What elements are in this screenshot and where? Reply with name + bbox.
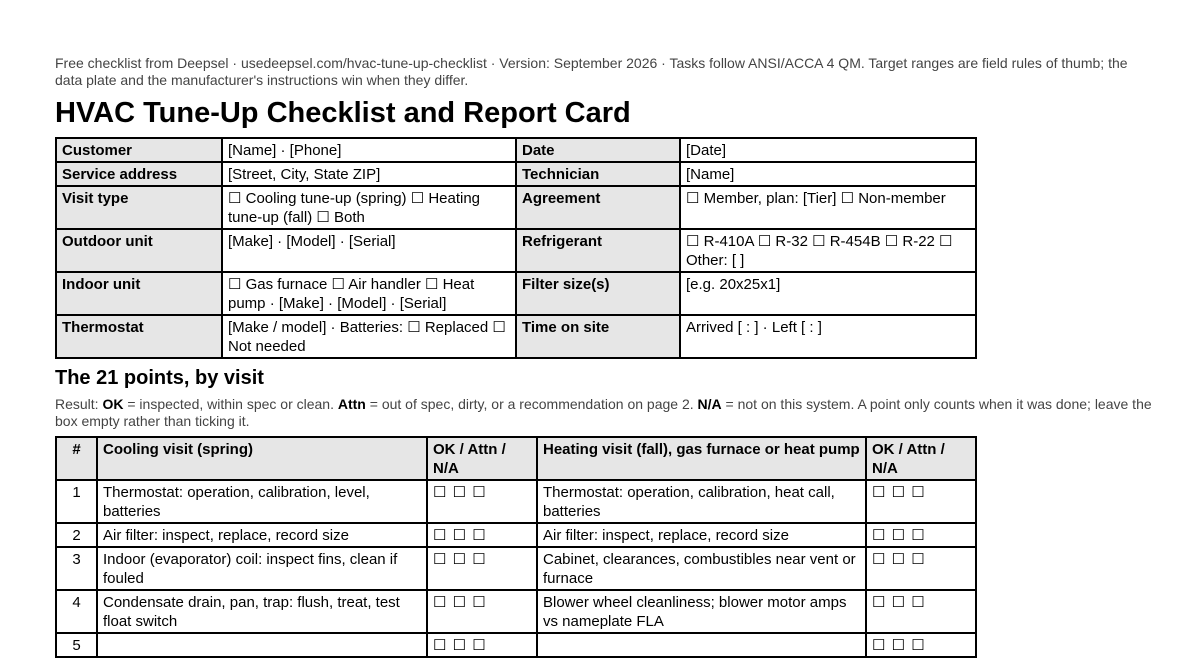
heating-result-checkboxes[interactable]: ☐ ☐ ☐ (866, 523, 976, 547)
info-row (56, 272, 976, 315)
points-table (55, 436, 977, 658)
info-row (56, 315, 976, 358)
point-number: 5 (56, 633, 97, 657)
cooling-result-checkboxes[interactable]: ☐ ☐ ☐ (427, 633, 537, 657)
info-value[interactable]: ☐ R-410A ☐ R-32 ☐ R-454B ☐ R-22 ☐ Other: [ ] (680, 229, 976, 272)
info-value[interactable]: ☐ Member, plan: [Tier] ☐ Non-member (680, 186, 976, 229)
table-row (56, 633, 976, 657)
cooling-task: Air filter: inspect, replace, record size (97, 523, 427, 547)
info-label: Technician (516, 162, 680, 186)
info-value[interactable]: ☐ Gas furnace ☐ Air handler ☐ Heat pump · [Make] · [Model] · [Serial] (222, 272, 516, 315)
info-row (56, 186, 976, 229)
info-label: Thermostat (56, 315, 222, 358)
cooling-result-checkboxes[interactable]: ☐ ☐ ☐ (427, 590, 537, 633)
legend-attn-desc: = out of spec, dirty, or a recommendation on page 2. (365, 396, 698, 412)
heating-result-checkboxes[interactable]: ☐ ☐ ☐ (866, 590, 976, 633)
result-legend (55, 396, 1155, 430)
col-number-header: # (56, 437, 97, 480)
info-value[interactable]: [Date] (680, 138, 976, 162)
info-value[interactable]: ☐ Cooling tune-up (spring) ☐ Heating tune-up (fall) ☐ Both (222, 186, 516, 229)
legend-lead: Result: (55, 396, 103, 412)
checklist-page (55, 55, 1155, 658)
points-header-row (56, 437, 976, 480)
legend-attn-term: Attn (337, 396, 366, 412)
cooling-result-checkboxes[interactable]: ☐ ☐ ☐ (427, 547, 537, 590)
info-row (56, 162, 976, 186)
heating-result-checkboxes[interactable]: ☐ ☐ ☐ (866, 633, 976, 657)
info-row (56, 229, 976, 272)
page-title: HVAC Tune-Up Checklist and Report Card (55, 97, 631, 129)
info-value[interactable]: [e.g. 20x25x1] (680, 272, 976, 315)
col-cooling-result-header: OK / Attn / N/A (427, 437, 537, 480)
point-number: 4 (56, 590, 97, 633)
info-value[interactable]: [Make] · [Model] · [Serial] (222, 229, 516, 272)
cooling-task: Indoor (evaporator) coil: inspect fins, clean if fouled (97, 547, 427, 590)
heating-task: Thermostat: operation, calibration, heat call, batteries (537, 480, 866, 523)
info-value[interactable]: [Make / model] · Batteries: ☐ Replaced ☐ Not needed (222, 315, 516, 358)
point-number: 2 (56, 523, 97, 547)
legend-ok-desc: = inspected, within spec or clean. (123, 396, 338, 412)
heating-task: Air filter: inspect, replace, record size (537, 523, 866, 547)
info-value[interactable]: Arrived [ : ] · Left [ : ] (680, 315, 976, 358)
heating-task (537, 633, 866, 657)
legend-na-desc: = not on this system. A point only counts when it was done; leave the box empty rather than ticking it. (55, 396, 1152, 429)
info-label: Outdoor unit (56, 229, 222, 272)
table-row (56, 590, 976, 633)
info-label: Indoor unit (56, 272, 222, 315)
info-label: Agreement (516, 186, 680, 229)
col-heating-result-header: OK / Attn / N/A (866, 437, 976, 480)
points-heading: The 21 points, by visit (55, 367, 264, 389)
point-number: 1 (56, 480, 97, 523)
col-heating-header: Heating visit (fall), gas furnace or heat pump (537, 437, 866, 480)
info-label: Customer (56, 138, 222, 162)
info-row (56, 138, 976, 162)
job-info-table (55, 137, 977, 359)
heating-result-checkboxes[interactable]: ☐ ☐ ☐ (866, 547, 976, 590)
table-row (56, 523, 976, 547)
info-label: Refrigerant (516, 229, 680, 272)
heating-result-checkboxes[interactable]: ☐ ☐ ☐ (866, 480, 976, 523)
info-label: Filter size(s) (516, 272, 680, 315)
info-label: Date (516, 138, 680, 162)
info-value[interactable]: [Name] · [Phone] (222, 138, 516, 162)
cooling-task: Condensate drain, pan, trap: flush, treat, test float switch (97, 590, 427, 633)
table-row (56, 547, 976, 590)
table-row (56, 480, 976, 523)
info-label: Visit type (56, 186, 222, 229)
heating-task: Cabinet, clearances, combustibles near vent or furnace (537, 547, 866, 590)
info-value[interactable]: [Street, City, State ZIP] (222, 162, 516, 186)
info-label: Time on site (516, 315, 680, 358)
info-label: Service address (56, 162, 222, 186)
header-note: Free checklist from Deepsel · usedeepsel.com/hvac-tune-up-checklist · Version: September 2026 · Tasks follow ANSI/ACCA 4 QM. Target ranges are field rules of thumb; the data plate and the manufacturer's instructions win when they differ. (55, 55, 1128, 88)
heating-task: Blower wheel cleanliness; blower motor amps vs nameplate FLA (537, 590, 866, 633)
legend-na-term: N/A (697, 396, 722, 412)
cooling-task: Thermostat: operation, calibration, level, batteries (97, 480, 427, 523)
cooling-task (97, 633, 427, 657)
legend-ok-term: OK (102, 396, 124, 412)
cooling-result-checkboxes[interactable]: ☐ ☐ ☐ (427, 480, 537, 523)
col-cooling-header: Cooling visit (spring) (97, 437, 427, 480)
info-value[interactable]: [Name] (680, 162, 976, 186)
point-number: 3 (56, 547, 97, 590)
cooling-result-checkboxes[interactable]: ☐ ☐ ☐ (427, 523, 537, 547)
